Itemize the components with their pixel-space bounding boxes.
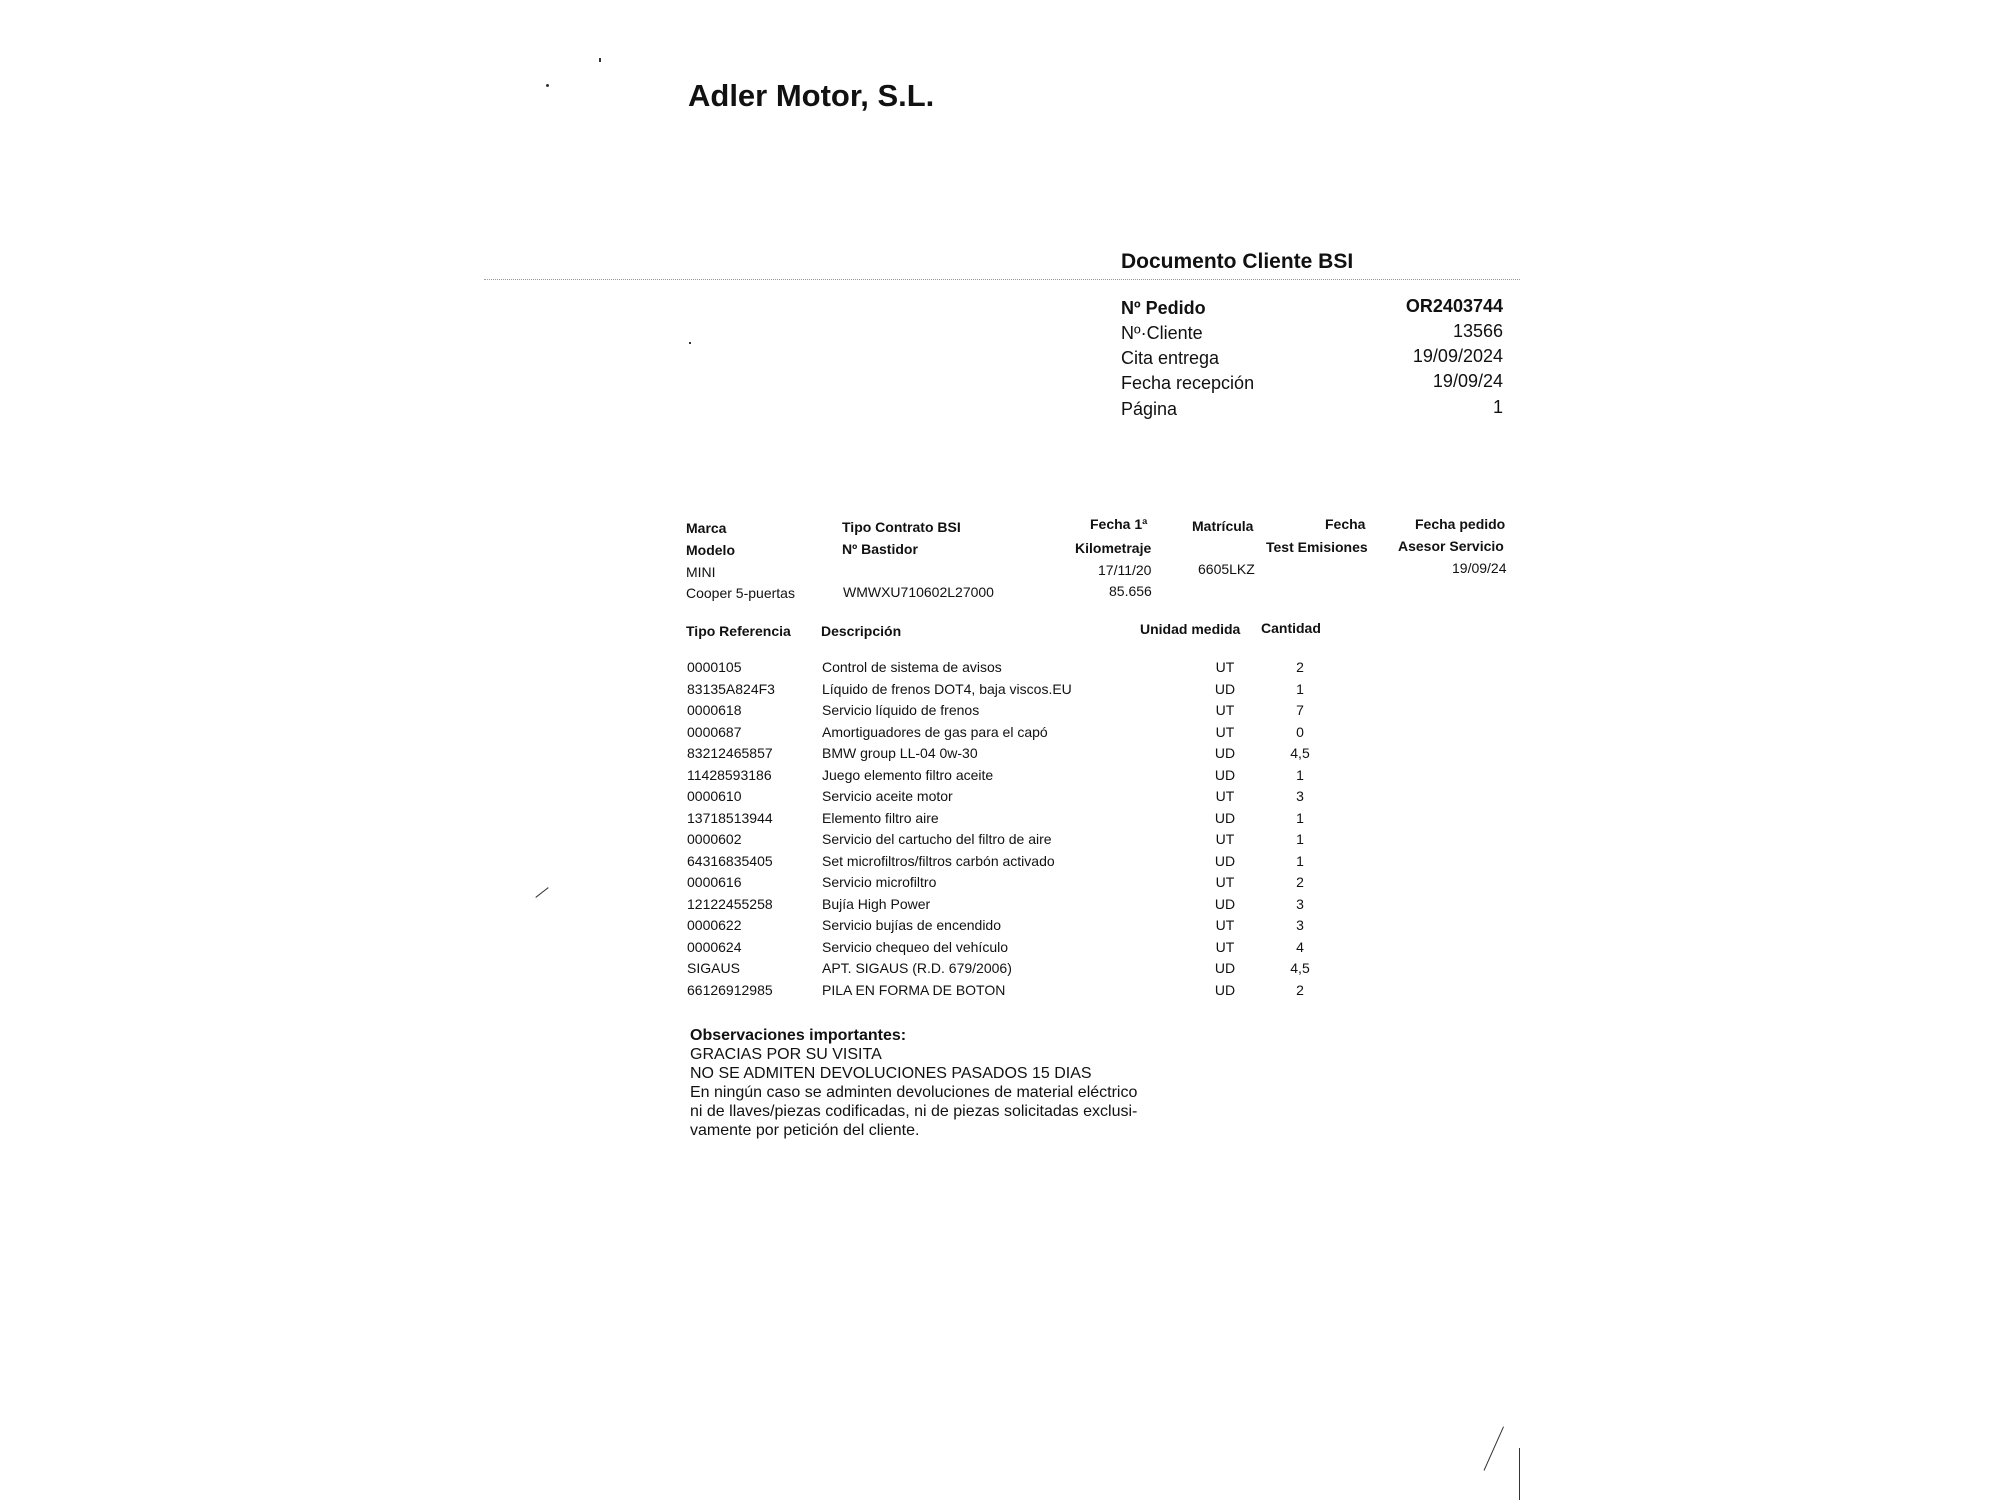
order-date-header: Fecha pedido [1415, 516, 1506, 532]
client-number-label: Nº·Cliente [1121, 323, 1203, 343]
item-quantity: 4 [1296, 939, 1304, 955]
mileage-header: Kilometraje [1075, 540, 1152, 556]
observation-line: vamente por petición del cliente. [690, 1122, 920, 1139]
observations-title: Observaciones importantes: [690, 1027, 907, 1044]
item-reference: 0000105 [687, 659, 742, 675]
item-description: Servicio bujías de encendido [822, 917, 1002, 933]
item-description: Elemento filtro aire [822, 810, 939, 826]
item-reference: 0000624 [687, 939, 742, 955]
item-description: Líquido de frenos DOT4, baja viscos.EU [822, 681, 1072, 697]
item-unit: UD [1214, 853, 1236, 869]
item-quantity: 0 [1296, 724, 1304, 740]
item-unit: UD [1214, 896, 1236, 912]
item-quantity: 1 [1296, 810, 1304, 826]
item-quantity: 2 [1296, 659, 1304, 675]
observation-line: GRACIAS POR SU VISITA [690, 1046, 882, 1063]
item-reference: 0000687 [687, 724, 742, 740]
observation-line: NO SE ADMITEN DEVOLUCIONES PASADOS 15 DIAS [690, 1065, 1092, 1082]
unit-column-header: Unidad medida [1140, 621, 1241, 637]
scan-speck [689, 342, 691, 344]
delivery-date-label: Cita entrega [1121, 348, 1220, 368]
scan-stroke [1519, 1448, 1520, 1500]
item-reference: 83135A824F3 [687, 681, 775, 697]
item-quantity: 3 [1296, 917, 1304, 933]
chassis-header: Nº Bastidor [842, 541, 918, 557]
contract-type-header: Tipo Contrato BSI [842, 519, 961, 535]
item-description: Servicio aceite motor [822, 788, 953, 804]
company-name: Adler Motor, S.L. [688, 78, 935, 113]
item-quantity: 7 [1296, 702, 1304, 718]
item-unit: UT [1215, 939, 1235, 955]
document-title: Documento Cliente BSI [1121, 250, 1354, 273]
client-number-value: 13566 [1452, 321, 1503, 341]
plate-value: 6605LKZ [1198, 561, 1255, 577]
emissions-test-header: Test Emisiones [1266, 539, 1368, 555]
item-reference: 66126912985 [687, 982, 773, 998]
item-unit: UT [1215, 874, 1235, 890]
item-unit: UT [1215, 831, 1235, 847]
item-reference: 11428593186 [687, 767, 772, 783]
item-unit: UD [1214, 767, 1236, 783]
description-column-header: Descripción [821, 623, 902, 639]
item-description: Servicio chequeo del vehículo [822, 939, 1009, 955]
observation-line: En ningún caso se adminten devoluciones de material eléctrico [690, 1084, 1138, 1101]
item-quantity: 1 [1296, 767, 1304, 783]
plate-header: Matrícula [1192, 518, 1254, 534]
item-quantity: 3 [1296, 788, 1304, 804]
scan-speck [599, 58, 601, 62]
item-description: Set microfiltros/filtros carbón activado [822, 853, 1055, 869]
item-description: APT. SIGAUS (R.D. 679/2006) [822, 960, 1012, 976]
scan-stroke [535, 887, 548, 898]
item-reference: 64316835405 [687, 853, 773, 869]
item-description: BMW group LL-04 0w-30 [822, 745, 978, 761]
item-unit: UD [1214, 810, 1236, 826]
item-quantity: 1 [1296, 853, 1304, 869]
item-description: Amortiguadores de gas para el capó [822, 724, 1048, 740]
item-reference: 83212465857 [687, 745, 773, 761]
first-date-header: Fecha 1ª [1090, 516, 1148, 532]
delivery-date-value: 19/09/2024 [1412, 346, 1503, 366]
item-unit: UD [1214, 745, 1236, 761]
reception-date-label: Fecha recepción [1121, 373, 1255, 393]
header-divider [484, 279, 1520, 280]
item-description: Juego elemento filtro aceite [822, 767, 994, 783]
item-reference: 0000618 [687, 702, 742, 718]
item-unit: UD [1214, 681, 1236, 697]
first-date-value: 17/11/20 [1098, 562, 1152, 578]
item-description: Servicio del cartucho del filtro de aire [822, 831, 1052, 847]
reference-column-header: Tipo Referencia [686, 623, 791, 639]
item-unit: UT [1215, 659, 1235, 675]
item-description: Control de sistema de avisos [822, 659, 1002, 675]
item-quantity: 2 [1296, 874, 1304, 890]
item-reference: 0000622 [687, 917, 742, 933]
brand-value: MINI [686, 564, 716, 580]
item-unit: UT [1215, 702, 1235, 718]
item-reference: SIGAUS [687, 960, 740, 976]
brand-header: Marca [686, 520, 727, 536]
quantity-column-header: Cantidad [1261, 620, 1321, 636]
item-quantity: 3 [1296, 896, 1304, 912]
page-value: 1 [1492, 397, 1503, 417]
item-description: Servicio líquido de frenos [822, 702, 980, 718]
advisor-header: Asesor Servicio [1398, 538, 1504, 554]
order-number-value: OR2403744 [1405, 296, 1503, 316]
item-description: Servicio microfiltro [822, 874, 937, 890]
model-header: Modelo [686, 542, 735, 558]
item-quantity: 4,5 [1290, 745, 1310, 761]
item-quantity: 2 [1296, 982, 1304, 998]
item-description: PILA EN FORMA DE BOTON [822, 982, 1006, 998]
item-quantity: 1 [1296, 681, 1304, 697]
item-unit: UT [1215, 788, 1235, 804]
item-quantity: 1 [1296, 831, 1304, 847]
item-unit: UT [1215, 724, 1235, 740]
item-description: Bujía High Power [822, 896, 931, 912]
page-label: Página [1121, 399, 1178, 419]
scan-speck [546, 84, 549, 87]
scan-stroke [1484, 1426, 1504, 1470]
item-reference: 0000616 [687, 874, 742, 890]
item-unit: UD [1214, 960, 1236, 976]
item-reference: 0000602 [687, 831, 742, 847]
item-reference: 12122455258 [687, 896, 773, 912]
order-number-label: Nº Pedido [1121, 298, 1206, 318]
order-date-value: 19/09/24 [1452, 560, 1507, 576]
item-reference: 13718513944 [687, 810, 773, 826]
observation-line: ni de llaves/piezas codificadas, ni de piezas solicitadas exclusi- [690, 1103, 1138, 1120]
item-unit: UT [1215, 917, 1235, 933]
reception-date-value: 19/09/24 [1432, 371, 1503, 391]
chassis-value: WMWXU710602L27000 [843, 584, 994, 600]
item-reference: 0000610 [687, 788, 742, 804]
item-unit: UD [1214, 982, 1236, 998]
item-quantity: 4,5 [1290, 960, 1310, 976]
mileage-value: 85.656 [1109, 583, 1152, 599]
model-value: Cooper 5-puertas [686, 585, 795, 601]
date-header: Fecha [1325, 516, 1366, 532]
